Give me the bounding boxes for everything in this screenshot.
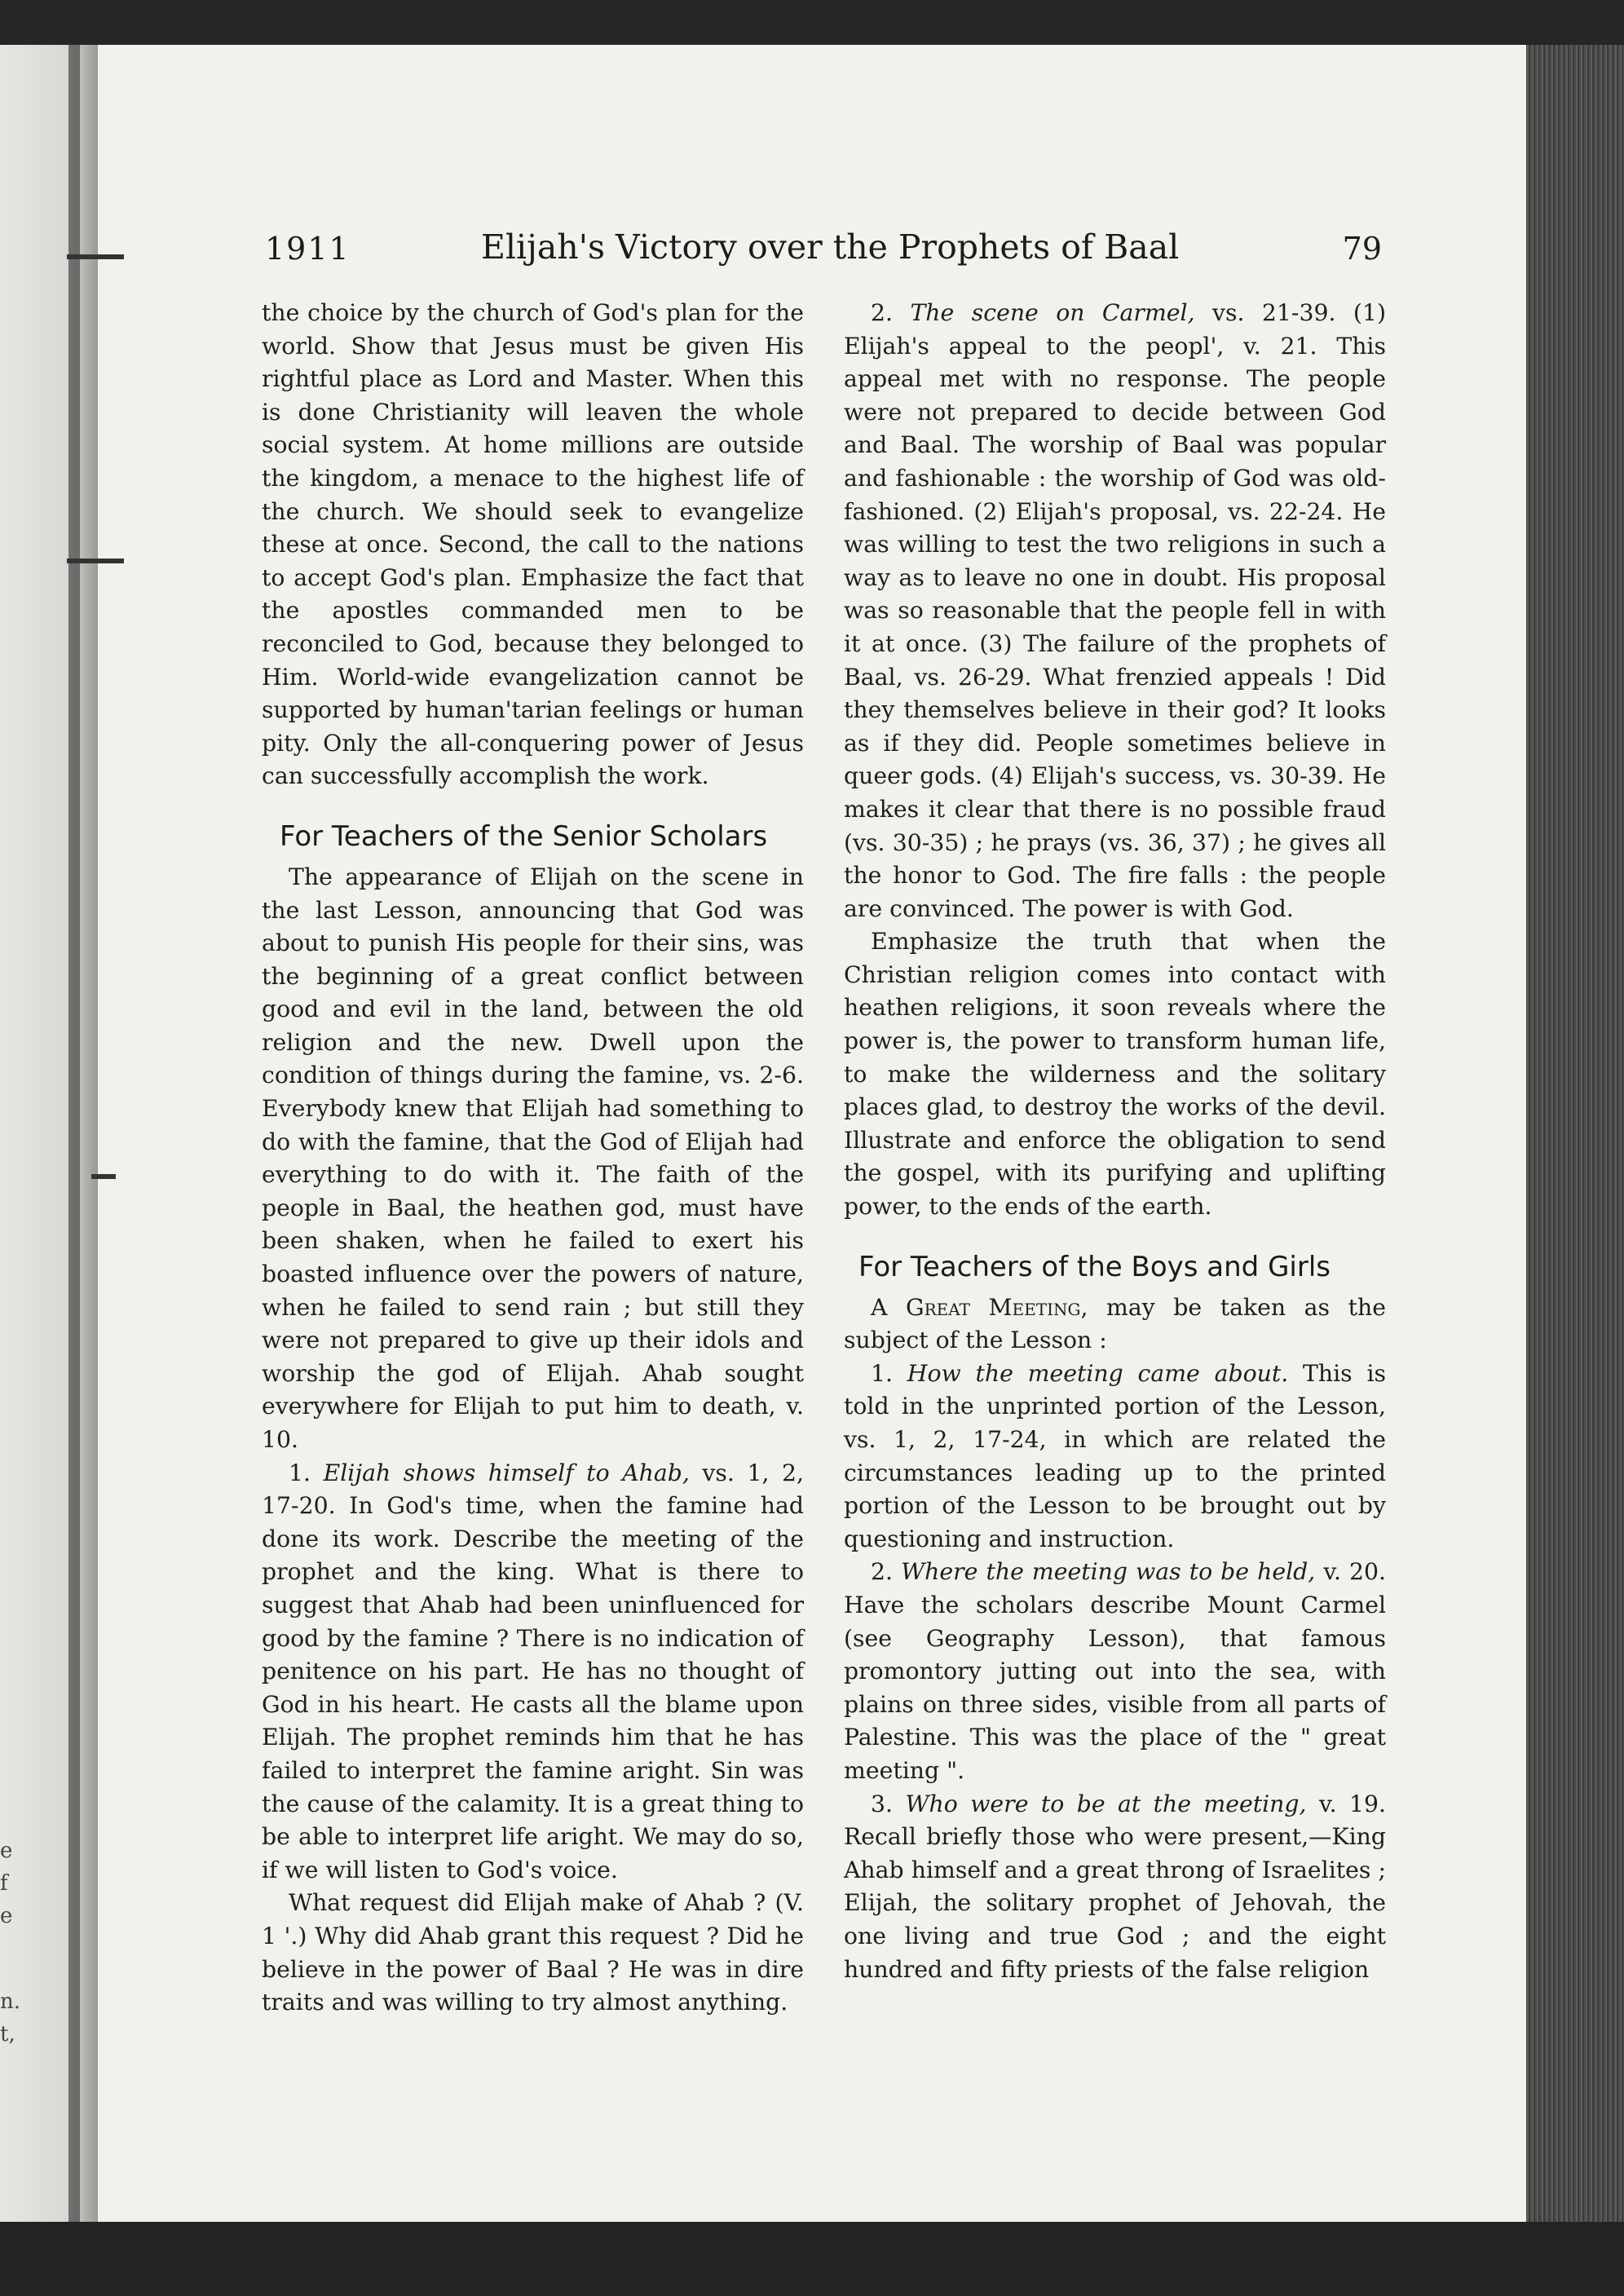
facing-page-fragment: e [0,1904,13,1928]
item-text: v. 19. Recall briefly those who were present,—King Ahab himself and a great throng of Israelites ; Elijah, the solitary prophet of Jehovah, the one living and true God ; and the eight hundred and fifty priests of the false religion [844,1790,1386,1983]
paragraph: the choice by the church of God's plan for the world. Show that Jesus must be given His rightful place as Lord and Master. When this is done Christianity will leaven the whole social system. At home millions are outside the kingdom, a menace to the highest life of the church. We should seek to evangelize these at once. Second, the call to the nations to accept God's plan. Emphasize the fact that the apostles commanded men to be reconciled to God, because they belonged to Him. World-wide evangelization cannot be supported by human'tarian feelings or human pity. Only the all-conquering power of Jesus can successfully accomplish the work. [262,299,804,790]
page-block-edge [1526,45,1624,2222]
paragraph: The appearance of Elijah on the scene in the last Lesson, announcing that God was about to punish His people for their sins, was the beginning of a great conflict between good and evil in the land, between the old religion and the new. Dwell upon the condition of things during the famine, vs. 2-6. Everybody knew that Elijah had something to do with the famine, that the God of Elijah had everything to do with it. The faith of the people in Baal, the heathen god, must have been shaken, when he failed to exert his boasted influence over the powers of nature, when he failed to send rain ; but still they were not prepared to give up their idols and worship the god of Elijah. Ahab sought everywhere for Elijah to put him to death, v. 10. [262,863,804,1453]
paragraph [844,1788,1386,1987]
item-number: 1. [871,1359,893,1387]
scan-bottom-border [0,2222,1624,2296]
facing-page-edge [0,45,114,2222]
item-text: may be taken as the subject of the Lesson : [844,1293,1386,1354]
item-number: 2. [871,1558,893,1586]
scan-top-border [0,0,1624,49]
item-number: 1. [289,1459,311,1486]
right-column [844,297,1386,1986]
left-column [262,297,804,2020]
paragraph: What request did Elijah make of Ahab ? (V. 1 '.) Why did Ahab grant this request ? Did he believe in the power of Baal ? He was in dire traits and was willing to try almost anything. [262,1889,804,2016]
item-title: The scene on Carmel, [910,299,1195,326]
item-title: Elijah shows himself to Ahab, [323,1459,690,1486]
facing-page-fragment: f [0,1871,8,1896]
paragraph: Emphasize the truth that when the Christian religion comes into contact with heathen religions, it soon reveals where the power is, the power to transform human life, to make the wilderness and the solitary places glad, to destroy the works of the devil. Illustrate and enforce the obligation to send the gospel, with its purifying and uplifting power, to the ends of the earth. [844,928,1386,1221]
facing-page-fragment: e [0,1839,13,1863]
lesson-subject: A Great Meeting, [871,1293,1088,1321]
item-text: vs. 21-39. (1) Elijah's appeal to the peopl', v. 21. This appeal met with no response. The people were not prepared to decide between God and Baal. The worship of Baal was popular and fashionable : the worship of God was old-fashioned. (2) Elijah's proposal, vs. 22-24. He was willing to test the two religions in such a way as to leave no one in doubt. His proposal was so reasonable that the people fell in with it at once. (3) The failure of the prophets of Baal, vs. 26-29. What frenzied appeals ! Did they themselves believe in their god? It looks as if they did. People sometimes believe in queer gods. (4) Elijah's success, vs. 30-39. He makes it clear that there is no possible fraud (vs. 30-35) ; he prays (vs. 36, 37) ; he gives all the honor to God. The fire falls : the people are convinced. The power is with God. [844,299,1387,922]
item-title: Who were to be at the meeting, [905,1790,1307,1817]
margin-mark [67,254,124,259]
item-text: v. 20. Have the scholars describe Mount Carmel (see Geography Lesson), that famous promontory jutting out into the sea, with plains on three sides, visible from all parts of Palestine. This was the place of the " great meeting ". [844,1558,1387,1784]
header-title: Elijah's Victory over the Prophets of Baal [481,227,1180,267]
paragraph [844,1292,1386,1358]
paragraph [844,1556,1386,1787]
facing-page-fragment: n. [0,1989,21,2014]
item-title: Where the meeting was to be held, [901,1558,1316,1586]
running-header [265,227,1382,280]
binding-shadow [68,45,80,2222]
page-number: 79 [1342,231,1382,267]
paragraph [262,1457,804,1888]
item-number: 3. [871,1790,893,1817]
margin-mark [67,559,124,563]
paragraph [844,297,1386,925]
section-heading-senior-scholars: For Teachers of the Senior Scholars [280,819,768,853]
margin-mark [91,1174,116,1179]
item-text: This is told in the unprinted portion of the Lesson, vs. 1, 2, 17-24, in which are related the circumstances leading up to the printed portion of the Lesson to be brought out by questioning and instruction. [844,1359,1387,1552]
item-number: 2. [871,299,893,326]
item-text: vs. 1, 2, 17-20. In God's time, when the famine had done its work. Describe the meeting of the prophet and the king. What is there to suggest that Ahab had been uninfluenced for good by the famine ? There is no indication of penitence on his part. He has no thought of God in his heart. He casts all the blame upon Elijah. The prophet reminds him that he has failed to interpret the famine aright. Sin was the cause of the calamity. It is a great thing to be able to interpret life aright. We may do so, if we will listen to God's voice. [262,1459,805,1883]
item-title: How the meeting came about. [907,1359,1289,1387]
header-year: 1911 [265,231,351,267]
section-heading-boys-and-girls: For Teachers of the Boys and Girls [858,1250,1331,1283]
facing-page-fragment: t, [0,2022,15,2047]
paragraph [844,1358,1386,1556]
